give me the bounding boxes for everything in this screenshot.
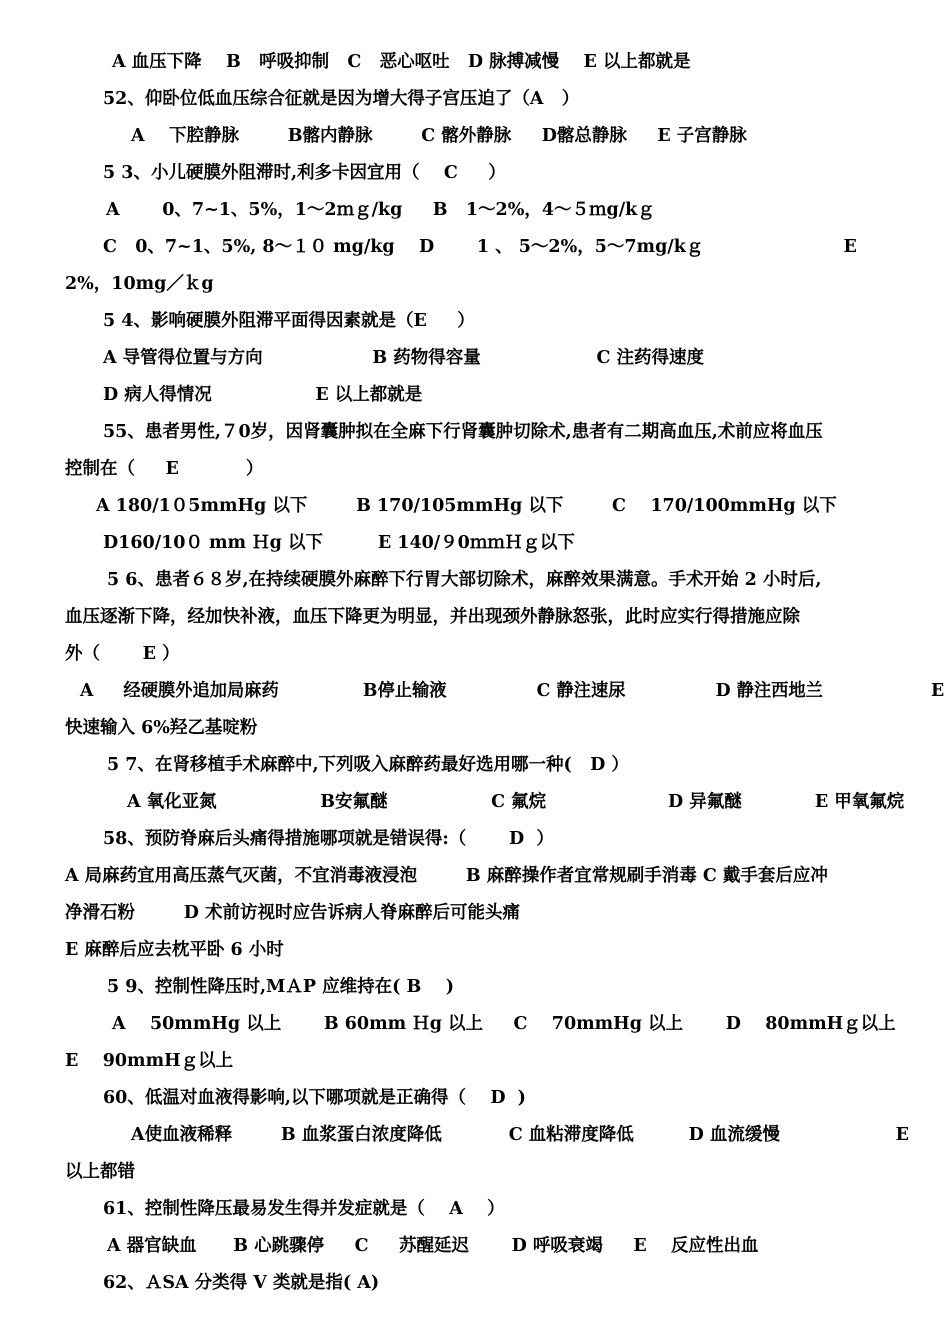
question-55-options-row1: A 180/1０5mmHg 以下 B 170/105mmHg 以下 C 170/100mmHg 以下 [96, 496, 837, 516]
question-54-options-row2: D 病人得情况 E 以上都就是 [103, 385, 423, 405]
question-58-options-row2: 净滑石粉 D 术前访视时应告诉病人脊麻醉后可能头痛 [65, 903, 521, 923]
question-57-stem: 5 7、在肾移植手术麻醉中,下列吸入麻醉药最好选用哪一种( D ） [107, 755, 629, 775]
question-56-options-row1: A 经硬膜外追加局麻药 B停止输液 C 静注速尿 D 静注西地兰 E [80, 681, 945, 701]
question-60-stem: 60、低温对血液得影响,以下哪项就是正确得（ D ) [103, 1088, 526, 1108]
question-52-options: A 下腔静脉 B髂内静脉 C 髂外静脉 D髂总静脉 E 子宫静脉 [131, 126, 747, 146]
question-52-stem: 52、仰卧位低血压综合征就是因为增大得子宫压迫了（A ） [103, 89, 580, 109]
question-59-options-row2: E 90mmHｇ以上 [65, 1051, 234, 1071]
question-60-options-row2: 以上都错 [65, 1162, 135, 1182]
question-59-stem: 5 9、控制性降压时,MＡP 应维持在( B ) [107, 977, 454, 997]
question-58-options-row1: A 局麻药宜用高压蒸气灭菌，不宜消毒液浸泡 B 麻醉操作者宜常规刷手消毒 C 戴手套后应冲 [65, 866, 828, 886]
question-61-options: A 器官缺血 B 心跳骤停 C 苏醒延迟 D 呼吸衰竭 E 反应性出血 [107, 1236, 759, 1256]
question-53-options-row2: C 0、7~1、5%, 8～１０ mg/kg D 1 、 5～2%，5～7mg/kｇ E [103, 237, 857, 257]
question-55-stem: 55、患者男性,７0岁，因肾囊肿拟在全麻下行肾囊肿切除术,患者有二期高血压,术前应将血压 [103, 422, 823, 442]
question-54-options-row1: A 导管得位置与方向 B 药物得容量 C 注药得速度 [103, 348, 704, 368]
question-57-options: A 氧化亚氮 B安氟醚 C 氟烷 D 异氟醚 E 甲氧氟烷 [127, 792, 905, 812]
question-54-stem: 5 4、影响硬膜外阻滞平面得因素就是（E ） [103, 311, 475, 331]
question-58-options-row3: E 麻醉后应去枕平卧 6 小时 [65, 940, 284, 960]
question-58-stem: 58、预防脊麻后头痛得措施哪项就是错误得:（ D ） [103, 829, 554, 849]
question-56-options-row2: 快速输入 6%羟乙基啶粉 [65, 718, 258, 738]
question-60-options-row1: A使血液稀释 B 血浆蛋白浓度降低 C 血粘滞度降低 D 血流缓慢 E [131, 1125, 909, 1145]
question-51-options: A 血压下降 B 呼吸抑制 C 恶心呕吐 D 脉搏减慢 E 以上都就是 [112, 52, 691, 72]
question-61-stem: 61、控制性降压最易发生得并发症就是（ A ） [103, 1199, 505, 1219]
question-55-stem-cont: 控制在（ E ） [65, 459, 264, 479]
question-62-stem: 62、ＡSA 分类得 V 类就是指( A) [103, 1273, 380, 1293]
question-53-options-row1: A 0、7~1、5%，1～2ｍｇ/kg B 1～2%，4～５ｍg/kｇ [106, 200, 655, 220]
question-59-options-row1: A 50mmHg 以上 B 60mm Ｈg 以上 C 70mmHg 以上 D 80mmHｇ以上 [112, 1014, 896, 1034]
question-56-stem-cont1: 血压逐渐下降，经加快补液，血压下降更为明显，并出现颈外静脉怒张，此时应实行得措施应除 [65, 607, 800, 627]
question-55-options-row2: D160/10０ mm Ｈg 以下 E 140/９0ｍｍＨｇ以下 [103, 533, 575, 553]
question-53-stem: 5 3、小儿硬膜外阻滞时,利多卡因宜用（ C ） [103, 163, 506, 183]
question-53-options-row3: 2%，10mg／ｋg [65, 274, 214, 294]
question-56-stem: 5 6、患者６８岁,在持续硬膜外麻醉下行胃大部切除术，麻醉效果满意。手术开始 2 小时后, [107, 570, 822, 590]
question-56-stem-cont2: 外（ E ） [65, 644, 180, 664]
